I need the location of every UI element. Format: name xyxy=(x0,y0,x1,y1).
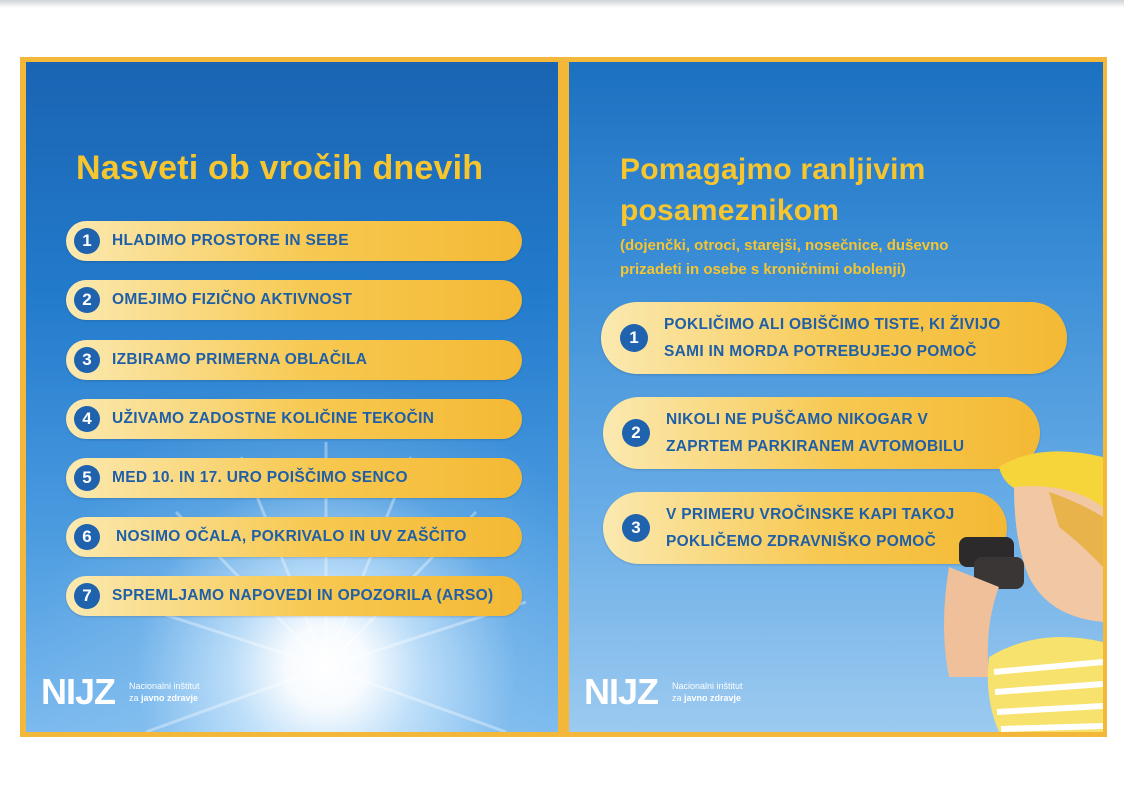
tip-text: SPREMLJAMO NAPOVEDI IN OPOZORILA (ARSO) xyxy=(112,587,494,604)
right-poster-panel xyxy=(569,62,1103,732)
tip-text: NOSIMO OČALA, POKRIVALO IN UV ZAŠČITO xyxy=(116,528,467,545)
tip-item-5 xyxy=(66,458,522,498)
help-text-line1: V PRIMERU VROČINSKE KAPI TAKOJ xyxy=(666,506,955,523)
logo-caption xyxy=(129,680,200,704)
number-badge: 6 xyxy=(74,524,100,550)
number-badge: 7 xyxy=(74,583,100,609)
right-title-line1: Pomagajmo ranljivim xyxy=(620,153,926,186)
logo-mark: NIJZ xyxy=(41,671,116,712)
help-text-line2: ZAPRTEM PARKIRANEM AVTOMOBILU xyxy=(666,438,965,455)
right-subtitle xyxy=(620,234,1040,282)
help-item-1 xyxy=(601,302,1067,374)
help-text xyxy=(666,406,964,460)
logo-caption-prefix: za xyxy=(129,693,142,703)
viewer-top-bar xyxy=(0,0,1124,8)
number-badge: 2 xyxy=(74,287,100,313)
nijz-logo xyxy=(41,671,200,712)
tip-text: OMEJIMO FIZIČNO AKTIVNOST xyxy=(112,291,353,308)
tip-text: UŽIVAMO ZADOSTNE KOLIČINE TEKOČIN xyxy=(112,410,435,427)
help-text xyxy=(666,501,955,555)
logo-caption-bold: javno zdravje xyxy=(141,693,199,703)
logo-caption-line1: Nacionalni inštitut xyxy=(672,681,743,691)
help-text-line2: SAMI IN MORDA POTREBUJEJO POMOČ xyxy=(664,343,977,360)
logo-caption-prefix: za xyxy=(672,693,685,703)
right-title-line2: posameznikom xyxy=(620,194,840,227)
left-title: Nasveti ob vročih dnevih xyxy=(76,149,484,187)
child-with-binoculars-icon xyxy=(929,447,1103,732)
right-title xyxy=(620,149,1000,231)
help-text-line2: POKLIČEMO ZDRAVNIŠKO POMOČ xyxy=(666,533,937,550)
number-badge: 5 xyxy=(74,465,100,491)
tip-item-4 xyxy=(66,399,522,439)
nijz-logo xyxy=(584,671,743,712)
help-text-line1: POKLIČIMO ALI OBIŠČIMO TISTE, KI ŽIVIJO xyxy=(664,316,1001,333)
number-badge: 1 xyxy=(620,324,648,352)
logo-caption-line1: Nacionalni inštitut xyxy=(129,681,200,691)
number-badge: 3 xyxy=(622,514,650,542)
number-badge: 3 xyxy=(74,347,100,373)
right-subtitle-line2: prizadeti in osebe s kroničnimi obolenji) xyxy=(620,261,906,278)
tip-item-7 xyxy=(66,576,522,616)
logo-caption-line2 xyxy=(129,692,200,704)
logo-caption-line2 xyxy=(672,692,743,704)
tip-item-2 xyxy=(66,280,522,320)
tip-text: HLADIMO PROSTORE IN SEBE xyxy=(112,232,349,249)
help-text-line1: NIKOLI NE PUŠČAMO NIKOGAR V xyxy=(666,411,929,428)
tip-item-3 xyxy=(66,340,522,380)
tip-text: MED 10. IN 17. URO POIŠČIMO SENCO xyxy=(112,469,408,486)
right-subtitle-line1: (dojenčki, otroci, starejši, nosečnice, duševno xyxy=(620,237,949,254)
left-poster-panel xyxy=(26,62,558,732)
help-text xyxy=(664,311,1001,365)
logo-caption-bold: javno zdravje xyxy=(684,693,742,703)
number-badge: 1 xyxy=(74,228,100,254)
tip-item-6 xyxy=(66,517,522,557)
number-badge: 2 xyxy=(622,419,650,447)
logo-caption xyxy=(672,680,743,704)
tip-item-1 xyxy=(66,221,522,261)
tip-text: IZBIRAMO PRIMERNA OBLAČILA xyxy=(112,351,368,368)
number-badge: 4 xyxy=(74,406,100,432)
logo-mark: NIJZ xyxy=(584,671,659,712)
